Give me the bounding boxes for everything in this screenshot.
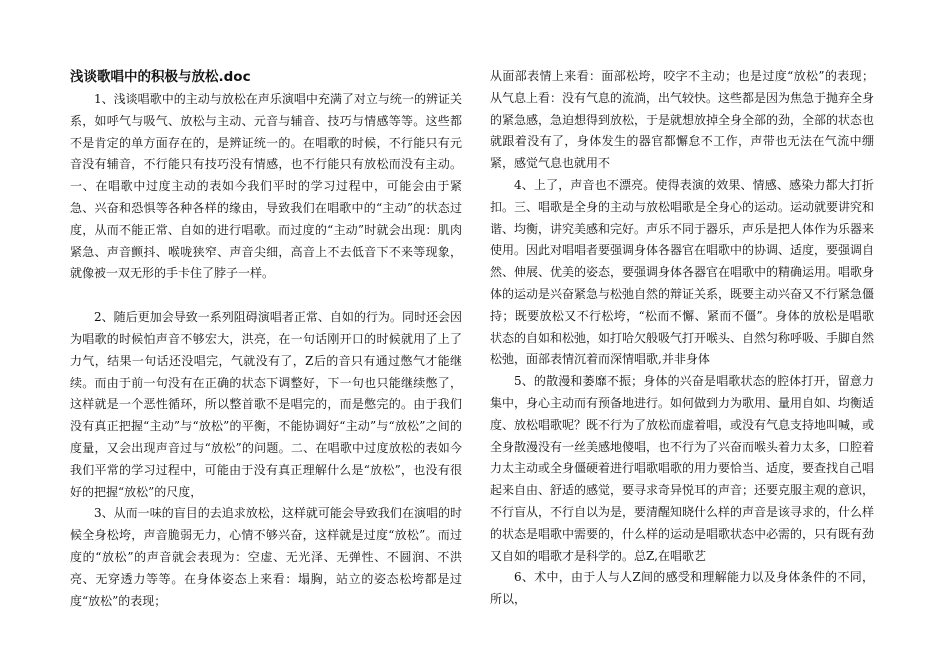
document-title: 浅谈歌唱中的积极与放松.doc — [70, 69, 251, 85]
paragraph-3: 3、从而一味的盲目的去追求放松，这样就可能会导致我们在演唱的时候全身松垮，声音脆弱无力，心情不够兴奋，这样就是过度“放松”。而过度的“放松”的声音就会表现为：空虚、无光泽、无弹性、不圆润、不洪亮、无穿透力等等。在身体姿态上来看：塌胸，站立的姿态松垮都是过度“放松”的表现； — [70, 506, 462, 608]
paragraph-2: 2、随后更加会导致一系列阻碍演唱者正常、自如的行为。同时还会因为唱歌的时候怕声音不够宏大，洪亮，在一句话刚开口的时候就用了上了力气，结果一句话还没唱完，气就没有了，Z后的音只有通过憋气才能继续。而由于前一句没有在正确的状态下调整好，下一句也只能继续憋了，这样就是一个恶性循环，所以整首歌不是唱完的，而是憋完的。由于我们没有真正把握“主动”与“放松”的平衡，不能协调好“主动”与“放松”之间的度量，又会出现声音过与“放松”的问题。二、在唱歌中过度放松的表如今我们平常的学习过程中，可能由于没有真正理解什么是“放松”，也没有很好的把握“放松”的尺度， — [70, 310, 462, 499]
right-column — [490, 66, 874, 666]
paragraph-3-continued: 从面部表情上来看：面部松垮，咬字不主动；也是过度“放松”的表现；从气息上看：没有气息的流淌，出气较快。这些都是因为焦急于抛弃全身的紧急感，急迫想得到放松，于是就想放掉全身全部的劲，全部的状态也就跟着没有了，身体发生的器官都懈怠不工作，声带也无法在气流中绷紧，感觉气息也就用不 — [490, 69, 874, 171]
paragraph-gap — [70, 285, 462, 307]
paragraph-1: 1、浅谈唱歌中的主动与放松在声乐演唱中充满了对立与统一的辨证关系，如呼气与吸气、放松与主动、元音与辅音、技巧与情感等等。这些都不是肯定的单方面存在的，是辨证统一的。在唱歌的时候，不行能只有元音没有辅音，不行能只有技巧没有情感，也不行能只有放松而没有主动。一、在唱歌中过度主动的表如今我们平时的学习过程中，可能会由于紧急、兴奋和恐惧等各种各样的缘由，导致我们在唱歌中的“主动”的状态过度，从而不能正常、自如的进行唱歌。而过度的“主动”时就会出现：肌肉紧急、声音颤抖、喉咙狭窄、声音尖细，高音上不去低音下不来等现象，就像被一双无形的手卡住了脖子一样。 — [70, 92, 462, 281]
left-column — [70, 66, 462, 666]
paragraph-6: 6、术中，由于人与人Z间的感受和理解能力以及身体条件的不同，所以， — [490, 570, 874, 607]
paragraph-4: 4、上了，声音也不漂亮。使得表演的效果、情感、感染力都大打折扣。三、唱歌是全身的主动与放松唱歌是全身心的运动。运动就要讲究和谐、均衡，讲究美感和完好。声乐不同于器乐，声乐是把人体作为乐器来使用。因此对唱唱者要强调身体各器官在唱歌中的协调、适度，要强调自然、伸展、优美的姿态，要强调身体各器官在唱歌中的精确运用。唱歌身体的运动是兴奋紧急与松弛自然的辩证关系，既要主动兴奋又不行紧急僵持；既要放松又不行松垮，“松而不懈、紧而不僵”。身体的放松是唱歌状态的自如和松弛，如打哈欠般吸气打开喉头、自然匀称呼吸、手脚自然松弛，面部表情沉着而深情唱歌,并非身体 — [490, 177, 874, 367]
paragraph-5: 5、的散漫和萎靡不振；身体的兴奋是唱歌状态的腔体打开，留意力集中，身心主动而有预备地进行。如何做到力为歌用、量用自如、均衡适度、放松唱歌呢？既不行为了放松而虚着唱，或没有气息支持地叫喊，或全身散漫没有一丝美感地傻唱，也不行为了兴奋而喉头着力太多，口腔着力太主动或全身僵硬着进行唱歌唱歌的用力要恰当、适度，要查找自己唱起来自由、舒适的感觉，要寻求奇异悦耳的声音；还要克服主观的意识，不行盲从，不行自以为是，要清醒知晓什么样的声音是该寻求的，什么样的状态是唱歌中需要的，什么样的运动是唱歌状态中必需的，只有既有劲又自如的唱歌才是科学的。总Z,在唱歌艺 — [490, 374, 874, 563]
